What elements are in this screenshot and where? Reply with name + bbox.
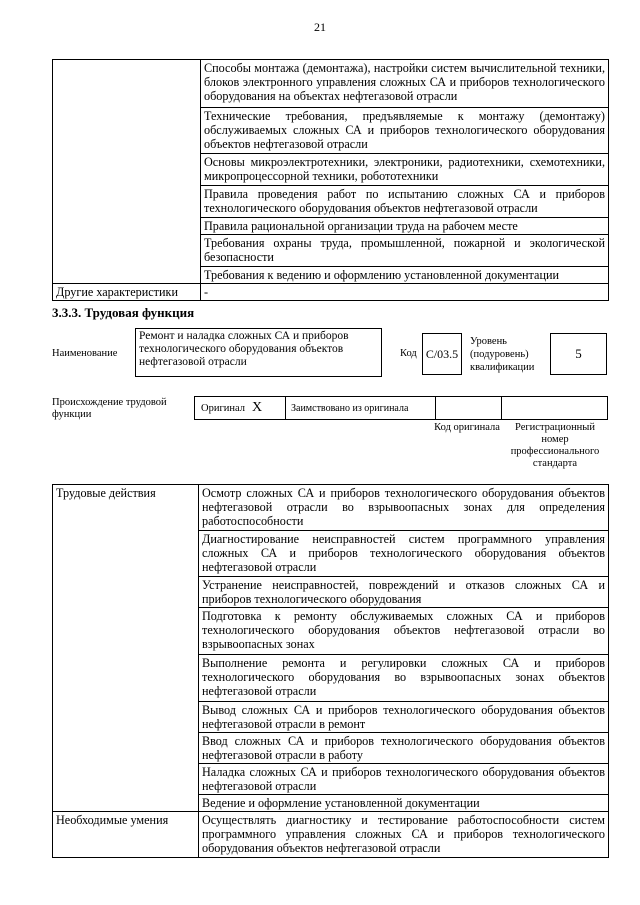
function-table (52, 484, 609, 858)
row-label: Трудовые действия (53, 485, 199, 812)
action-item: Подготовка к ремонту обслуживаемых сложных СА и приборов технологического оборудования объектов нефтегазовой отрасли во взрывоопасных зонах (199, 608, 609, 655)
knowledge-item: Правила рациональной организации труда на рабочем месте (201, 218, 609, 235)
knowledge-item: Требования охраны труда, промышленной, пожарной и экологической безопасности (201, 235, 609, 267)
origin-box (194, 396, 608, 420)
other-characteristics-value: - (201, 284, 609, 301)
code-label: Код (400, 348, 417, 359)
function-name: Ремонт и наладка сложных СА и приборов технологического оборудования объектов нефтегазовой отрасли (135, 328, 382, 377)
action-item: Устранение неисправностей, повреждений и отказов сложных СА и приборов технологического оборудования (199, 577, 609, 608)
origin-label: Происхождение трудовой функции (52, 397, 167, 420)
action-item: Вывод сложных СА и приборов технологического оборудования объектов нефтегазовой отрасли в ремонт (199, 702, 609, 733)
knowledge-table (52, 59, 609, 301)
action-item: Наладка сложных СА и приборов технологического оборудования объектов нефтегазовой отрасли (199, 764, 609, 795)
skill-item: Осуществлять диагностику и тестирование работоспособности систем программного управления сложных СА и приборов технологического оборудования объектов нефтегазовой отрасли (199, 812, 609, 858)
knowledge-item: Правила проведения работ по испытанию сложных СА и приборов технологического оборудования объектов нефтегазовой отрасли (201, 186, 609, 218)
borrowed-cell (285, 397, 436, 419)
function-code: C/03.5 (422, 333, 462, 375)
name-label: Наименование (52, 348, 118, 359)
action-item: Диагностирование неисправностей систем программного управления сложных СА и приборов технологического оборудования объектов нефтегазовой отрасли (199, 531, 609, 577)
row-label (53, 60, 201, 284)
action-item: Ввод сложных СА и приборов технологического оборудования объектов нефтегазовой отрасли в работу (199, 733, 609, 764)
code-original-caption: Код оригинала (434, 422, 500, 433)
original-label: Оригинал (201, 403, 245, 414)
action-item: Выполнение ремонта и регулировки сложных СА и приборов технологического оборудования во взрывоопасных зонах объектов нефтегазовой отрасли (199, 655, 609, 702)
action-item: Осмотр сложных СА и приборов технологического оборудования объектов нефтегазовой отрасли во взрывоопасных зонах для определения работоспособности (199, 485, 609, 531)
level-label: Уровень (подуровень) квалификации (470, 336, 535, 373)
knowledge-item: Требования к ведению и оформлению установленной документации (201, 267, 609, 284)
section-heading: 3.3.3. Трудовая функция (52, 305, 195, 320)
reg-number-caption: Регистрационный номер профессионального стандарта (510, 422, 600, 469)
original-mark: X (252, 400, 263, 415)
borrowed-label: Заимствовано из оригинала (291, 403, 409, 414)
level-value: 5 (550, 333, 607, 375)
page-number: 21 (314, 20, 326, 34)
knowledge-item: Способы монтажа (демонтажа), настройки систем вычислительной техники, блоков электронного управления сложных СА и приборов технологического оборудования на объектах нефтегазовой отрасли (201, 60, 609, 108)
original-cell (195, 397, 286, 419)
action-item: Ведение и оформление установленной документации (199, 795, 609, 812)
row-label: Другие характеристики (53, 284, 201, 301)
knowledge-item: Основы микроэлектротехники, электроники, радиотехники, схемотехники, микропроцессорной техники, робототехники (201, 154, 609, 186)
knowledge-item: Технические требования, предъявляемые к монтажу (демонтажу) обслуживаемых сложных СА и приборов технологического оборудования объектов нефтегазовой отрасли (201, 108, 609, 154)
code-original-cell (435, 397, 502, 419)
row-label: Необходимые умения (53, 812, 199, 858)
